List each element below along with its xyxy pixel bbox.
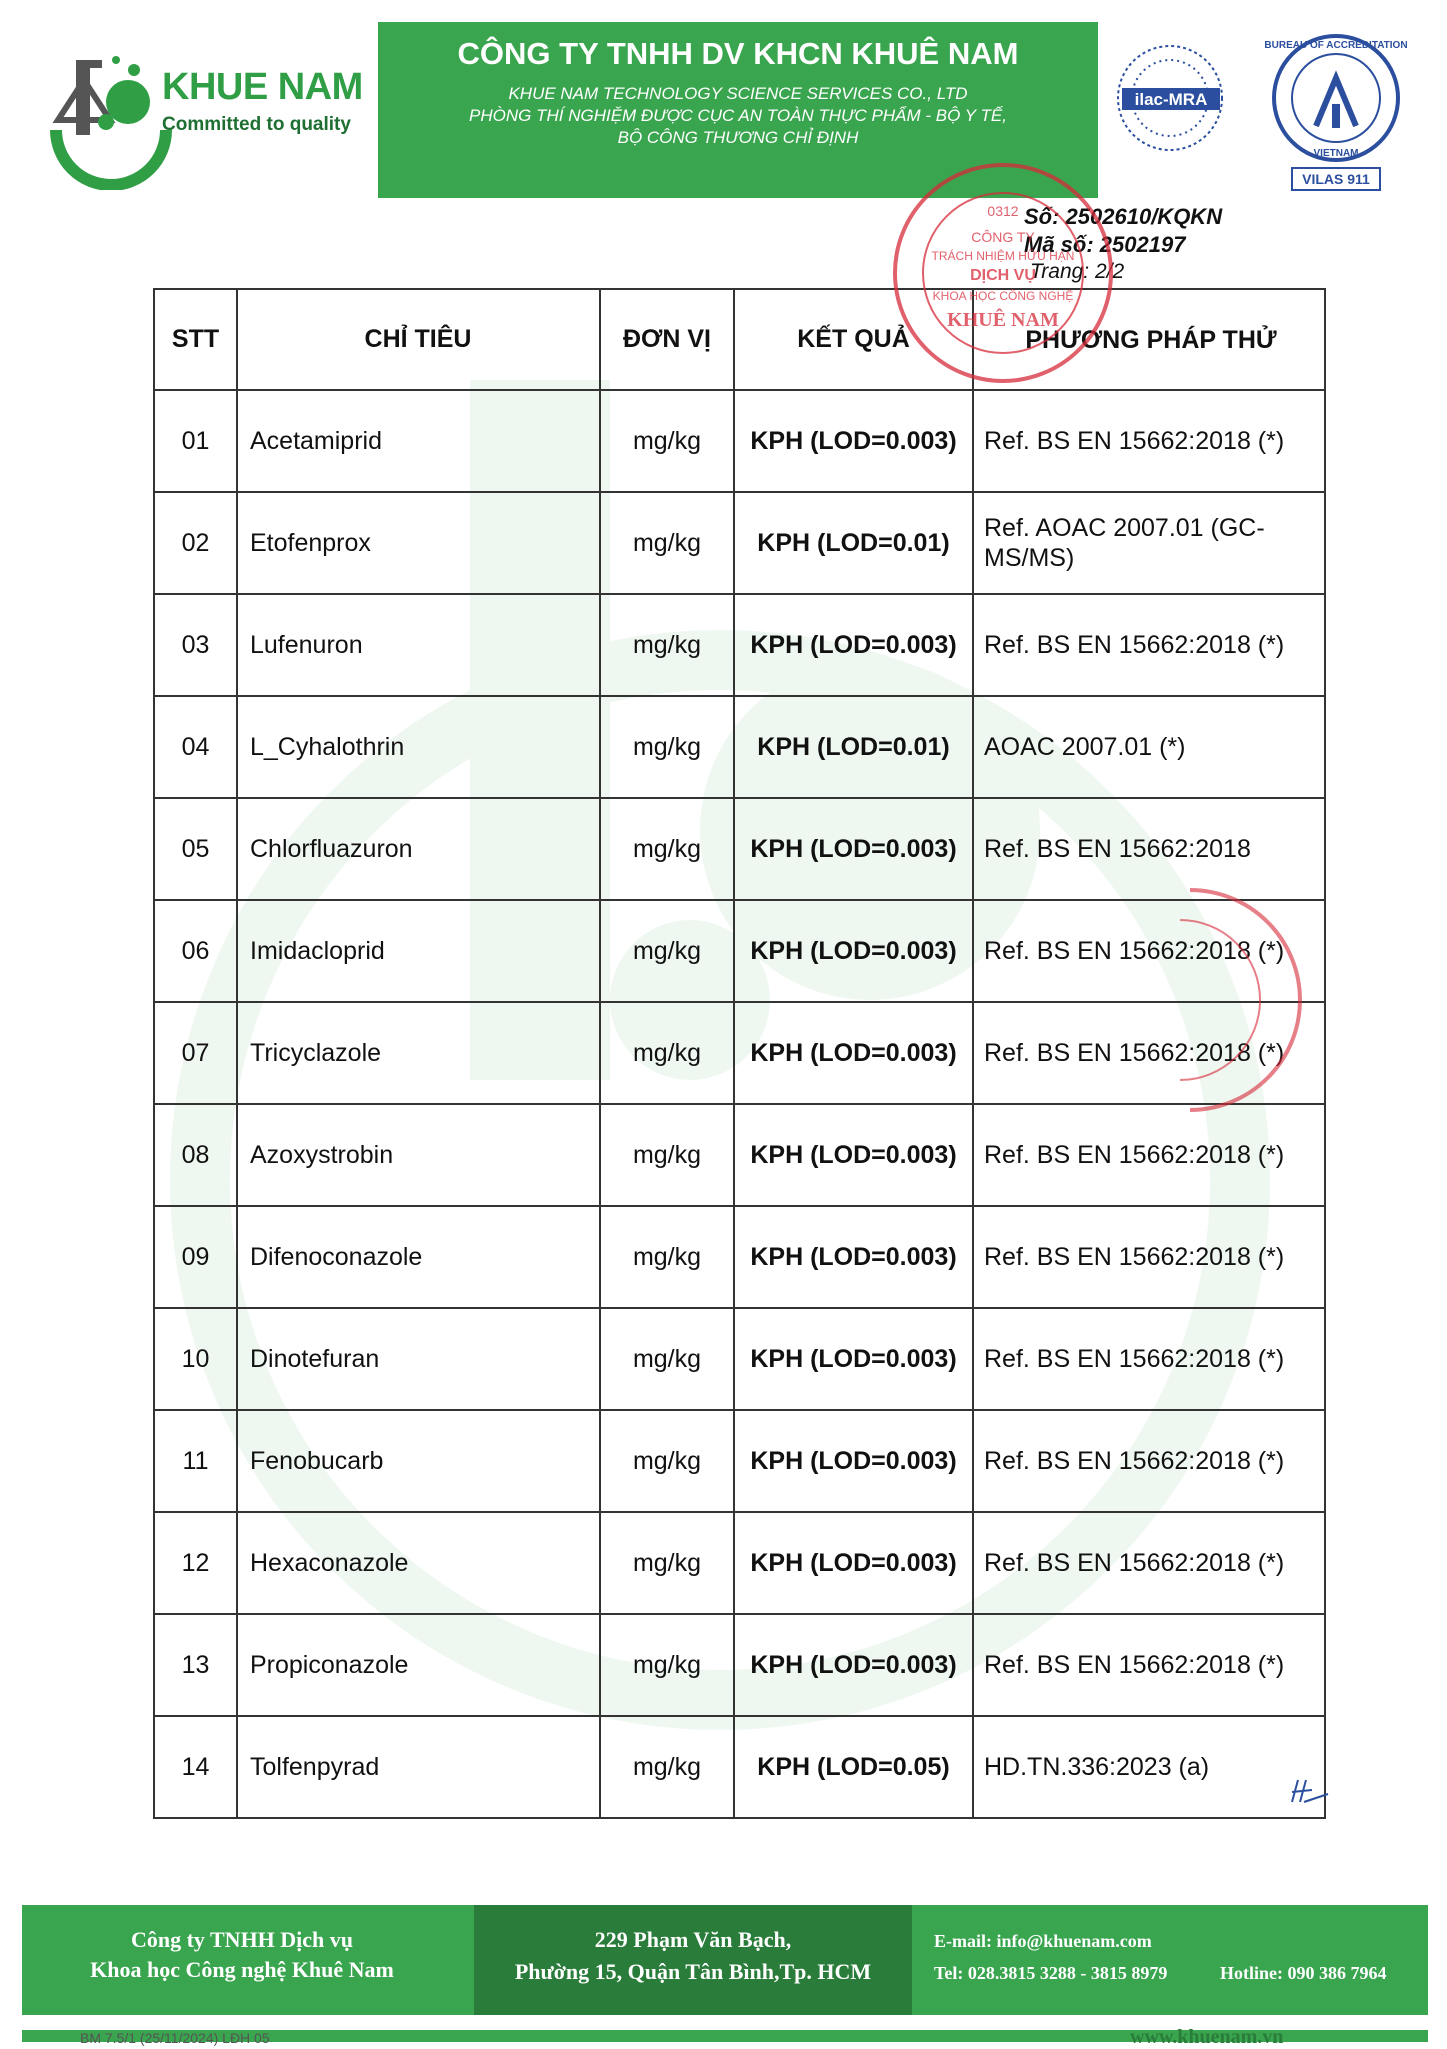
- cell-stt: 12: [154, 1512, 237, 1614]
- table-row: [154, 798, 1325, 900]
- cell-stt: 07: [154, 1002, 237, 1104]
- cell-chi-tieu: Etofenprox: [237, 492, 600, 594]
- cell-phuong-phap: Ref. BS EN 15662:2018: [973, 798, 1325, 900]
- company-title: CÔNG TY TNHH DV KHCN KHUÊ NAM: [457, 36, 1019, 71]
- cell-don-vi: mg/kg: [600, 1512, 734, 1614]
- svg-text:TRÁCH NHIỆM HỮU HẠN: TRÁCH NHIỆM HỮU HẠN: [931, 249, 1075, 263]
- cell-ket-qua: KPH (LOD=0.003): [734, 1002, 973, 1104]
- cell-ket-qua: KPH (LOD=0.003): [734, 1206, 973, 1308]
- table-row: [154, 1716, 1325, 1818]
- cell-phuong-phap: Ref. AOAC 2007.01 (GC-MS/MS): [973, 492, 1325, 594]
- company-english-name: KHUE NAM TECHNOLOGY SCIENCE SERVICES CO., LTD: [508, 84, 968, 103]
- footer-hotline: Hotline: 090 386 7964: [1220, 1963, 1387, 1983]
- cell-ket-qua: KPH (LOD=0.003): [734, 594, 973, 696]
- cell-chi-tieu: Hexaconazole: [237, 1512, 600, 1614]
- cell-chi-tieu: Imidacloprid: [237, 900, 600, 1002]
- signature-mark: [1288, 1772, 1332, 1808]
- cell-stt: 09: [154, 1206, 237, 1308]
- table-row: [154, 1104, 1325, 1206]
- svg-text:CÔNG TY: CÔNG TY: [971, 229, 1035, 245]
- header-stt: STT: [154, 289, 237, 390]
- cell-ket-qua: KPH (LOD=0.01): [734, 696, 973, 798]
- cell-phuong-phap: Ref. BS EN 15662:2018 (*): [973, 1512, 1325, 1614]
- cell-phuong-phap: Ref. BS EN 15662:2018 (*): [973, 900, 1325, 1002]
- cell-don-vi: mg/kg: [600, 594, 734, 696]
- cell-phuong-phap: Ref. BS EN 15662:2018 (*): [973, 1104, 1325, 1206]
- table-row: [154, 492, 1325, 594]
- cell-don-vi: mg/kg: [600, 1308, 734, 1410]
- table-row: [154, 1002, 1325, 1104]
- sample-code: Mã số: 2502197: [1024, 232, 1186, 257]
- cell-ket-qua: KPH (LOD=0.003): [734, 1512, 973, 1614]
- cell-chi-tieu: Acetamiprid: [237, 390, 600, 492]
- page-number: Trang: 2/2: [1030, 260, 1125, 283]
- cell-don-vi: mg/kg: [600, 1716, 734, 1818]
- cell-chi-tieu: Difenoconazole: [237, 1206, 600, 1308]
- report-footer: [22, 1905, 1428, 2015]
- cell-stt: 13: [154, 1614, 237, 1716]
- company-logo: [22, 22, 378, 198]
- cell-don-vi: mg/kg: [600, 1104, 734, 1206]
- table-row: [154, 1410, 1325, 1512]
- cell-stt: 01: [154, 390, 237, 492]
- cell-phuong-phap: HD.TN.336:2023 (a): [973, 1716, 1325, 1818]
- report-header: [22, 22, 1428, 198]
- logo-tagline: Committed to quality: [162, 114, 351, 135]
- table-row: [154, 900, 1325, 1002]
- svg-text:BUREAU OF ACCREDITATION: BUREAU OF ACCREDITATION: [1264, 40, 1408, 51]
- cell-ket-qua: KPH (LOD=0.01): [734, 492, 973, 594]
- cell-don-vi: mg/kg: [600, 1002, 734, 1104]
- cell-chi-tieu: Dinotefuran: [237, 1308, 600, 1410]
- cell-don-vi: mg/kg: [600, 1206, 734, 1308]
- footer-email[interactable]: E-mail: info@khuenam.com: [934, 1931, 1152, 1951]
- results-table: [153, 288, 1326, 1793]
- cell-don-vi: mg/kg: [600, 900, 734, 1002]
- cell-chi-tieu: Lufenuron: [237, 594, 600, 696]
- footer-company-line2: Khoa học Công nghệ Khuê Nam: [90, 1957, 394, 1982]
- svg-text:VILAS 911: VILAS 911: [1302, 171, 1370, 187]
- footer-address-line2: Phường 15, Quận Tân Bình,Tp. HCM: [514, 1959, 872, 1984]
- cell-stt: 06: [154, 900, 237, 1002]
- svg-text:0312: 0312: [987, 203, 1019, 219]
- cell-chi-tieu: Chlorfluazuron: [237, 798, 600, 900]
- table-row: [154, 1206, 1325, 1308]
- cell-don-vi: mg/kg: [600, 696, 734, 798]
- ilac-mra-icon: [1108, 26, 1428, 196]
- cell-ket-qua: KPH (LOD=0.003): [734, 1104, 973, 1206]
- report-number: Số: 2502610/KQKN: [1024, 204, 1223, 229]
- svg-text:DỊCH VỤ: DỊCH VỤ: [970, 267, 1036, 284]
- accreditation-logos: [1108, 26, 1428, 196]
- cell-stt: 05: [154, 798, 237, 900]
- cell-phuong-phap: Ref. BS EN 15662:2018 (*): [973, 1308, 1325, 1410]
- cell-phuong-phap: Ref. BS EN 15662:2018 (*): [973, 594, 1325, 696]
- cell-phuong-phap: Ref. BS EN 15662:2018 (*): [973, 1206, 1325, 1308]
- svg-text:KHUÊ NAM: KHUÊ NAM: [947, 309, 1059, 331]
- footer-company-line1: Công ty TNHH Dịch vụ: [130, 1927, 354, 1952]
- table-row: [154, 390, 1325, 492]
- flask-logo-icon: [36, 40, 176, 190]
- cell-phuong-phap: Ref. BS EN 15662:2018 (*): [973, 1410, 1325, 1512]
- cell-ket-qua: KPH (LOD=0.003): [734, 1410, 973, 1512]
- cell-chi-tieu: Azoxystrobin: [237, 1104, 600, 1206]
- lab-designation-line2: BỘ CÔNG THƯƠNG CHỈ ĐỊNH: [617, 128, 859, 147]
- cell-don-vi: mg/kg: [600, 1614, 734, 1716]
- company-seal: [888, 158, 1118, 388]
- table-row: [154, 1308, 1325, 1410]
- cell-stt: 11: [154, 1410, 237, 1512]
- form-code: BM 7.5/1 (25/11/2024) LĐH 05: [80, 2030, 270, 2046]
- logo-name: KHUE NAM: [162, 66, 363, 108]
- table-row: [154, 594, 1325, 696]
- header-chi-tieu: CHỈ TIÊU: [237, 289, 600, 390]
- cell-phuong-phap: AOAC 2007.01 (*): [973, 696, 1325, 798]
- cell-stt: 10: [154, 1308, 237, 1410]
- cell-phuong-phap: Ref. BS EN 15662:2018 (*): [973, 1002, 1325, 1104]
- cell-ket-qua: KPH (LOD=0.003): [734, 1308, 973, 1410]
- footer-tel: Tel: 028.3815 3288 - 3815 8979: [934, 1963, 1168, 1983]
- footer-address-line1: 229 Phạm Văn Bạch,: [594, 1927, 792, 1952]
- header-phuong-phap: PHƯƠNG PHÁP THỬ: [973, 289, 1325, 390]
- cell-ket-qua: KPH (LOD=0.003): [734, 390, 973, 492]
- table-row: [154, 1512, 1325, 1614]
- svg-text:VIETNAM: VIETNAM: [1313, 148, 1359, 159]
- cell-phuong-phap: Ref. BS EN 15662:2018 (*): [973, 1614, 1325, 1716]
- cell-ket-qua: KPH (LOD=0.003): [734, 798, 973, 900]
- table-row: [154, 1614, 1325, 1716]
- cell-chi-tieu: L_Cyhalothrin: [237, 696, 600, 798]
- cell-stt: 02: [154, 492, 237, 594]
- header-don-vi: ĐƠN VỊ: [600, 289, 734, 390]
- cell-don-vi: mg/kg: [600, 492, 734, 594]
- table-header-row: [154, 289, 1325, 390]
- cell-stt: 03: [154, 594, 237, 696]
- header-ket-qua: KẾT QUẢ: [734, 289, 973, 390]
- cell-ket-qua: KPH (LOD=0.05): [734, 1716, 973, 1818]
- cell-stt: 14: [154, 1716, 237, 1818]
- partial-seal: [1170, 880, 1310, 1120]
- cell-stt: 04: [154, 696, 237, 798]
- cell-don-vi: mg/kg: [600, 390, 734, 492]
- cell-stt: 08: [154, 1104, 237, 1206]
- lab-designation-line1: PHÒNG THÍ NGHIỆM ĐƯỢC CỤC AN TOÀN THỰC PHẨM - BỘ Y TẾ,: [469, 106, 1007, 125]
- cell-chi-tieu: Fenobucarb: [237, 1410, 600, 1512]
- footer-website[interactable]: www.khuenam.vn: [1130, 2026, 1284, 2048]
- cell-chi-tieu: Tricyclazole: [237, 1002, 600, 1104]
- cell-ket-qua: KPH (LOD=0.003): [734, 1614, 973, 1716]
- svg-text:ilac-MRA: ilac-MRA: [1134, 90, 1208, 109]
- cell-phuong-phap: Ref. BS EN 15662:2018 (*): [973, 390, 1325, 492]
- cell-chi-tieu: Propiconazole: [237, 1614, 600, 1716]
- cell-chi-tieu: Tolfenpyrad: [237, 1716, 600, 1818]
- svg-text:KHOA HỌC CÔNG NGHỆ: KHOA HỌC CÔNG NGHỆ: [932, 289, 1074, 303]
- table-row: [154, 696, 1325, 798]
- cell-don-vi: mg/kg: [600, 798, 734, 900]
- cell-don-vi: mg/kg: [600, 1410, 734, 1512]
- cell-ket-qua: KPH (LOD=0.003): [734, 900, 973, 1002]
